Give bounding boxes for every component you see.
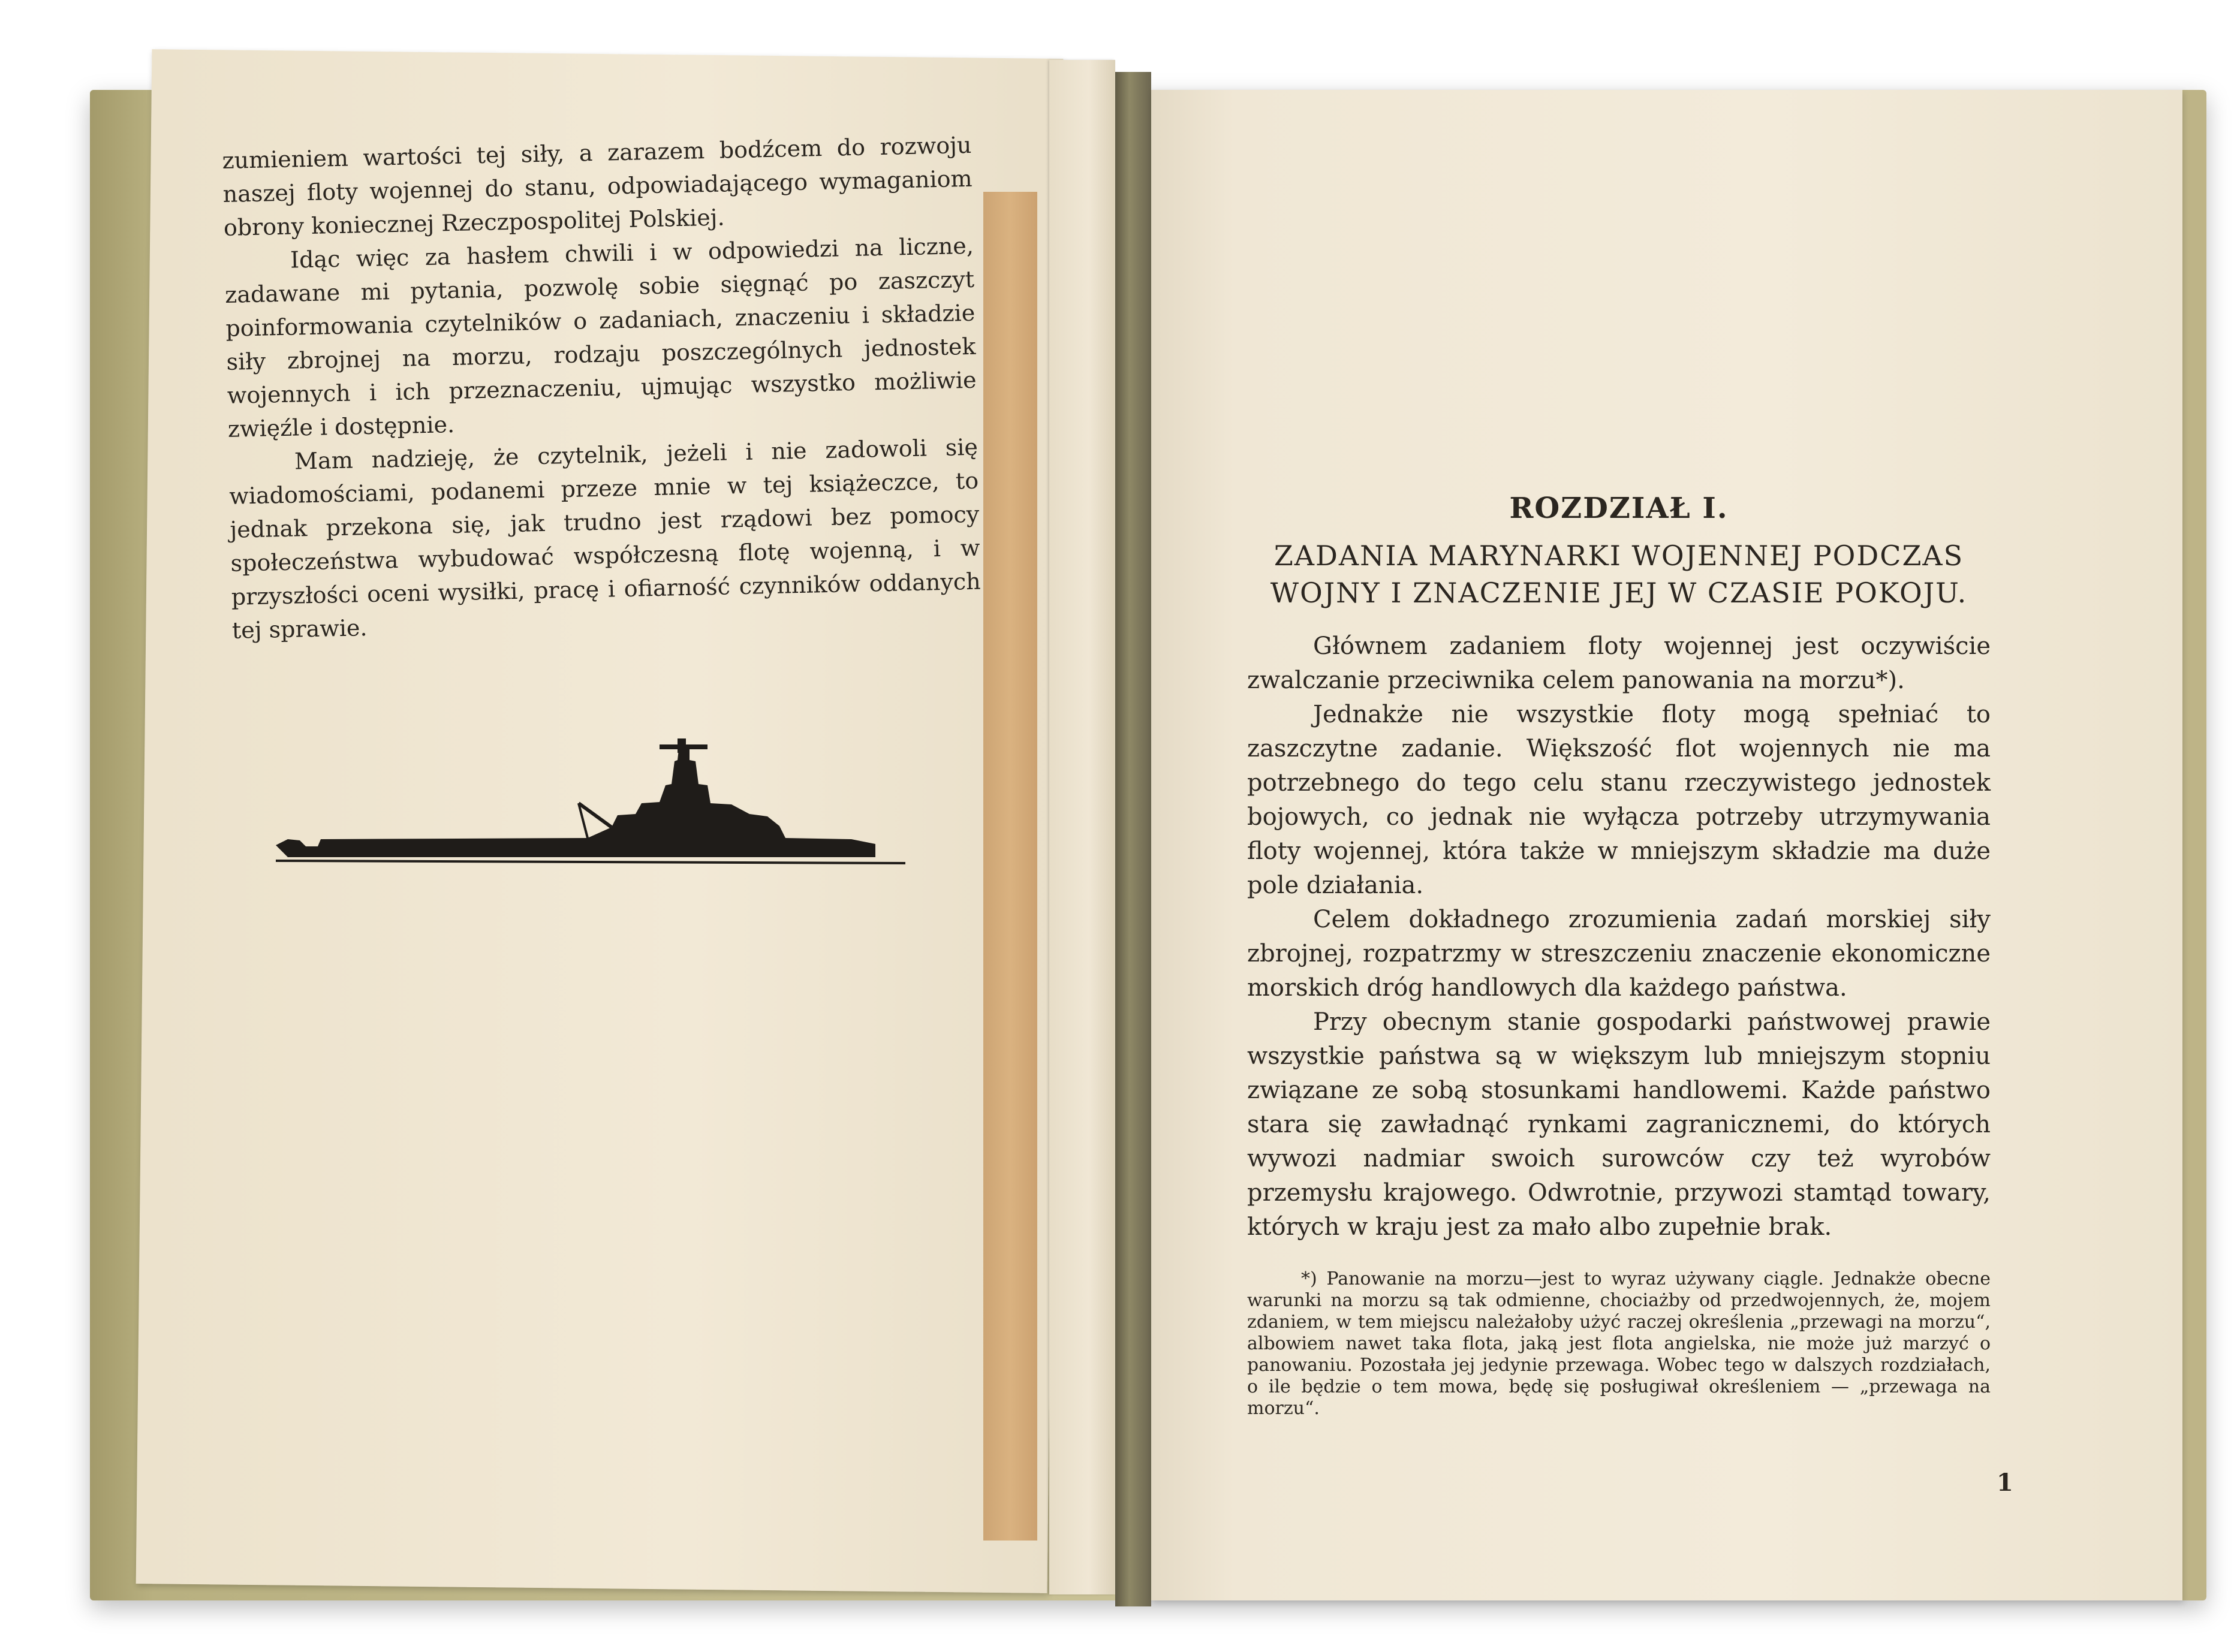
warship-silhouette-icon: [276, 737, 905, 881]
left-page-text: [222, 128, 981, 647]
chapter-subtitle-line-1: ZADANIA MARYNARKI WOJENNEJ PODCZAS: [1273, 539, 1964, 572]
chapter-body: [1247, 629, 1991, 1244]
chapter-title: ROZDZIAŁ I.: [1509, 492, 1729, 525]
chapter-subtitle-line-2: WOJNY I ZNACZENIE JEJ W CZASIE POKOJU.: [1270, 577, 1968, 609]
right-paragraph-3: Celem dokładnego zrozumienia zadań morskiej siły zbrojnej, rozpatrzmy w streszczeniu znaczenie ekonomiczne morskich dróg handlowych dla każdego państwa.: [1247, 906, 1991, 1002]
right-paragraph-2: Jednakże nie wszystkie floty mogą spełniać to zaszczytne zadanie. Większość flot wojennych nie ma potrzebnego do tego celu stanu rzeczywistego jednostek bojowych, co jednak nie wyłącza potrzeby utrzymywania floty wojennej, która także w mniejszym składzie ma duże pole działania.: [1247, 701, 1991, 899]
chapter-subtitle: [1247, 537, 1991, 611]
book-spine-gutter: [1115, 72, 1151, 1606]
left-paragraph-2: Idąc więc za hasłem chwili i w odpowiedzi na liczne, zadawane mi pytania, pozwolę sobie sięgnąć po zaszczyt poinformowania czytelników o zadaniach, znaczeniu i składzie siły zbrojnej na morzu, rodzaju poszczególnych jednostek wojennych i ich przeznaczeniu, ujmując wszystko możliwie zwięźle i dostępnie.: [224, 232, 977, 442]
right-paragraph-4: Przy obecnym stanie gospodarki państwowej prawie wszystkie państwa są w większym lub mniejszym stopniu związane ze sobą stosunkami handlowemi. Każde państwo stara się zawładnąć rynkami zagranicznemi, do których wywozi nadmiar swoich surowców czy też wyrobów przemysłu krajowego. Odwrotnie, przywozi stamtąd towary, których w kraju jest za mało albo zupełnie brak.: [1247, 1008, 1991, 1241]
left-paragraph-3: Mam nadzieję, że czytelnik, jeżeli i nie zadowoli się wiadomościami, podanemi przeze mnie w tej książeczce, to jednak przekona się, jak trudno jest rządowi bez pomocy społeczeństwa wybudować współczesną flotę wojenną, i w przyszłości oceni wysiłki, pracę i ofiarność czynników oddanych tej sprawie.: [228, 433, 981, 644]
right-page-text: [1247, 492, 1991, 1419]
footnote: [1247, 1268, 1991, 1419]
right-paragraph-1: Głównem zadaniem floty wojennej jest oczywiście zwalczanie przeciwnika celem panowania na morzu*).: [1247, 632, 1991, 694]
page-number: 1: [1997, 1469, 2013, 1497]
footnote-text: *) Panowanie na morzu—jest to wyraz używany ciągle. Jednakże obecne warunki na morzu są tak odmienne, chociażby od przedwojennych, że, mojem zdaniem, w tem miejscu należałoby użyć raczej określenia „przewagi na morzu“, albowiem nawet taka flota, jaką jest flota angielska, nie może już marzyć o panowaniu. Pozostała jej jedynie przewaga. Wobec tego w dalszych rozdziałach, o ile będzie o tem mowa, będę się posługiwał określeniem — „przewaga na morzu“.: [1247, 1268, 1991, 1419]
page-stub: [1049, 60, 1115, 1594]
tape-strip: [983, 192, 1037, 1541]
left-paragraph-1: zumieniem wartości tej siły, a zarazem bodźcem do rozwoju naszej floty wojennej do stanu, odpowiadającego wymaganiom obrony koniecznej Rzeczpospolitej Polskiej.: [222, 131, 973, 241]
